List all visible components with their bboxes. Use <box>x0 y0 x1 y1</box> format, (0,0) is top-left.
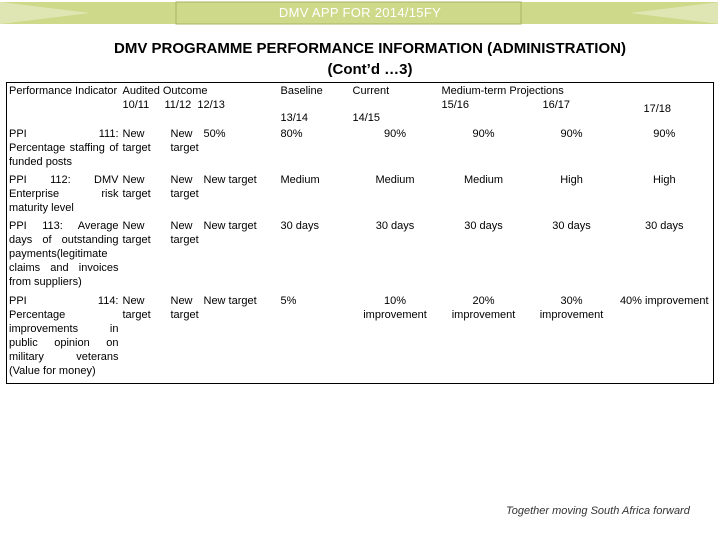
title-line-1: DMV PROGRAMME PERFORMANCE INFORMATION (ADMINISTRATION) <box>114 40 626 57</box>
cell-1112: New target <box>170 173 199 200</box>
indicator-code: PPI 112: DMV <box>9 173 119 186</box>
cell-1617: 30% improvement <box>539 295 604 322</box>
cell-baseline: 5% <box>280 295 297 308</box>
cell-1011: New target <box>122 295 151 322</box>
header-audited <box>121 83 279 127</box>
indicator-code: PPI 113: Average <box>9 219 119 232</box>
cell-1718: 40% improvement <box>619 295 709 308</box>
indicator-cell <box>7 218 121 293</box>
cell-current: 30 days <box>375 219 415 232</box>
cell-1516: 30 days <box>464 219 503 232</box>
cell-1213: New target <box>203 219 257 232</box>
indicator-text: Percentage staffing of funded posts <box>9 142 119 168</box>
cell-1718: 90% <box>653 128 676 140</box>
cell-1112: New target <box>170 128 199 154</box>
cell-baseline: Medium <box>280 173 320 186</box>
cell-1516: Medium <box>463 173 504 186</box>
header-mtef <box>440 83 714 127</box>
header-row <box>7 83 714 127</box>
cell-1213: New target <box>203 173 257 186</box>
footer-tagline: Together moving South Africa forward <box>506 505 690 517</box>
cell-current: 90% <box>384 128 407 140</box>
cell-1617: 90% <box>560 128 583 140</box>
indicator-cell <box>7 126 121 172</box>
header-current-label: Current <box>352 85 390 97</box>
header-year-1011: 10/11 <box>122 99 150 111</box>
cell-current: Medium <box>375 173 415 186</box>
indicator-text: days of outstanding payments(legitimate claims and invoices from suppliers) <box>9 233 119 288</box>
page-title <box>0 38 720 80</box>
cell-1011: New target <box>122 173 151 200</box>
header-audited-label: Audited Outcome <box>122 85 208 97</box>
cell-1718: 30 days <box>645 219 684 232</box>
header-year-1415: 14/15 <box>352 112 381 124</box>
top-banner <box>0 0 720 28</box>
cell-current: 10% improvement <box>363 295 427 322</box>
header-baseline <box>279 83 351 127</box>
title-line-2: (Cont’d …3) <box>327 61 413 78</box>
cell-1112: New target <box>170 219 199 246</box>
indicator-cell <box>7 172 121 218</box>
cell-1011: New target <box>122 128 151 154</box>
header-baseline-label: Baseline <box>280 85 323 97</box>
cell-1617: High <box>560 173 583 186</box>
header-mtef-label: Medium-term Projections <box>441 85 564 97</box>
cell-baseline: 80% <box>280 128 303 140</box>
table-row <box>7 126 714 172</box>
indicator-text: Percentage improvements in public opinion on military veterans (Value for money) <box>9 309 119 378</box>
header-year-1314: 13/14 <box>280 112 309 124</box>
header-year-1516: 15/16 <box>441 99 470 111</box>
cell-1213: 50% <box>203 128 226 140</box>
cell-1516: 90% <box>472 128 495 140</box>
banner-title: DMV APP FOR 2014/15FY <box>278 5 442 20</box>
indicator-text: Enterprise risk maturity level <box>9 187 119 214</box>
header-year-1112: 11/12 <box>164 99 192 111</box>
indicator-code: PPI 114: <box>9 295 119 308</box>
performance-table <box>6 82 714 384</box>
table-row <box>7 172 714 218</box>
cell-1516: 20% improvement <box>451 295 516 322</box>
cell-baseline: 30 days <box>280 219 320 232</box>
header-year-1718: 17/18 <box>643 103 672 115</box>
header-indicator: Performance Indicator <box>9 85 118 97</box>
table-row <box>7 218 714 293</box>
cell-1112: New target <box>170 295 199 322</box>
indicator-cell <box>7 293 121 383</box>
header-year-1617: 16/17 <box>542 99 571 111</box>
indicator-code: PPI 111: <box>9 128 119 140</box>
cell-1213: New target <box>203 295 257 308</box>
table-row <box>7 293 714 383</box>
cell-1718: High <box>652 173 676 186</box>
header-current <box>351 83 440 127</box>
cell-1011: New target <box>122 219 151 246</box>
cell-1617: 30 days <box>552 219 591 232</box>
header-year-1213: 12/13 <box>197 99 225 111</box>
